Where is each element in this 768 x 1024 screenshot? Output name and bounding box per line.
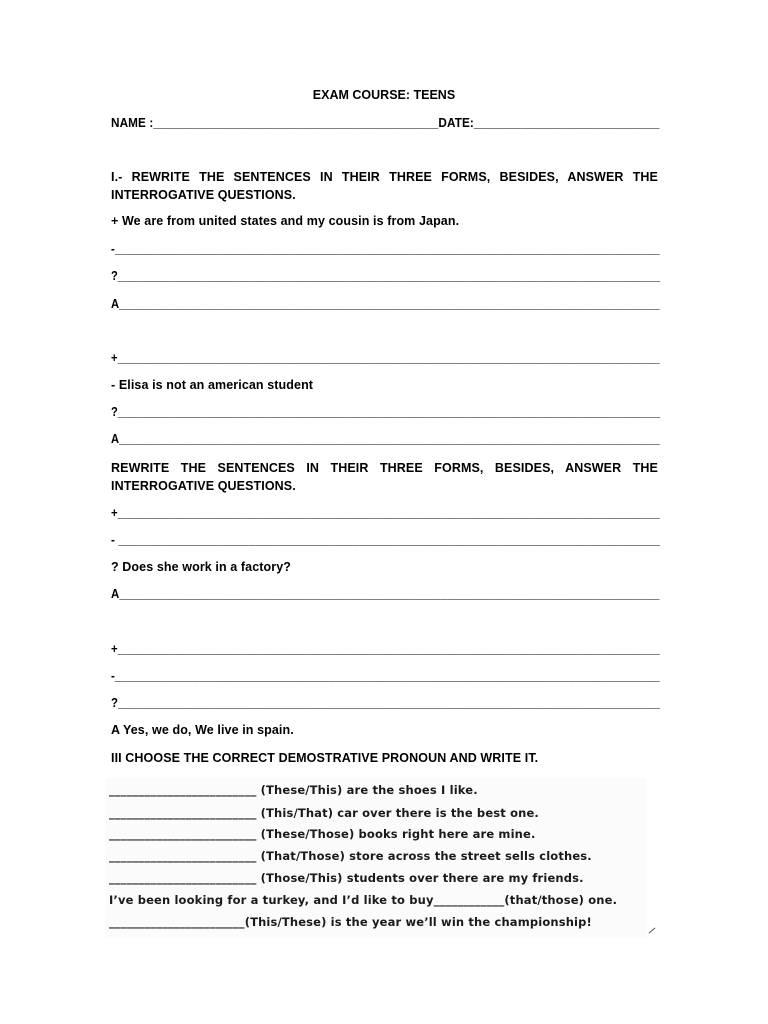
section2-question: ? Does she work in a factory?: [111, 560, 292, 574]
section2-heading: REWRITE THE SENTENCES IN THEIR THREE FORMS, BESIDES, ANSWER THE INTERROGATIVE QUESTIONS.: [111, 461, 658, 493]
section1-sentence2: - Elisa is not an american student: [111, 378, 314, 392]
answer-line: A____________________________________________________________________________________: [111, 587, 660, 601]
answer-line: - ___________________________________________________________________________________: [111, 533, 661, 547]
section3-heading: III CHOOSE THE CORRECT DEMOSTRATIVE PRONOUN AND WRITE IT.: [111, 751, 539, 765]
answer-line: +______________________________________________________________________________________: [111, 351, 660, 365]
exercise-item: _________________________ (These/This) are the shoes I like.: [109, 783, 478, 797]
answer-line: -_____________________________________________________________________________________: [111, 242, 660, 256]
answer-line: ?______________________________________________________________________________________: [111, 405, 661, 419]
exercise-item: I’ve been looking for a turkey, and I’d like to buy____________(that/those) one.: [109, 893, 618, 907]
exercise-item: _________________________ (Those/This) students over there are my friends.: [109, 871, 584, 885]
answer-line: ?____________________________________________________________________________________: [111, 696, 661, 710]
answer-line: +____________________________________________________________________________________: [111, 506, 660, 520]
answer-line: +____________________________________________________________________________________: [111, 642, 660, 656]
answer-line: A______________________________________________________________________________________: [111, 432, 660, 446]
exercise-item: _________________________ (That/Those) store across the street sells clothes.: [109, 849, 592, 863]
exercise-item: _________________________ (These/Those) books right here are mine.: [109, 827, 536, 841]
exercise-item: _______________________(This/These) is the year we’ll win the championship!: [109, 915, 592, 929]
answer-line: -____________________________________________________________________________________: [111, 669, 660, 683]
section1-heading: I.- REWRITE THE SENTENCES IN THEIR THREE FORMS, BESIDES, ANSWER THE INTERROGATIVE QUESTIONS.: [111, 170, 658, 202]
section1-sentence1: + We are from united states and my cousin is from Japan.: [111, 214, 460, 228]
section2-answer: A Yes, we do, We live in spain.: [111, 723, 294, 737]
exercise-item: _________________________ (This/That) car over there is the best one.: [109, 806, 539, 820]
name-date-line: NAME :___________________________________________DATE:____________________________: [111, 116, 660, 130]
answer-line: ?______________________________________________________________________________________: [111, 269, 661, 283]
pen-mark: [649, 928, 656, 934]
answer-line: A______________________________________________________________________________________: [111, 297, 660, 311]
exam-title: EXAM COURSE: TEENS: [312, 88, 456, 102]
